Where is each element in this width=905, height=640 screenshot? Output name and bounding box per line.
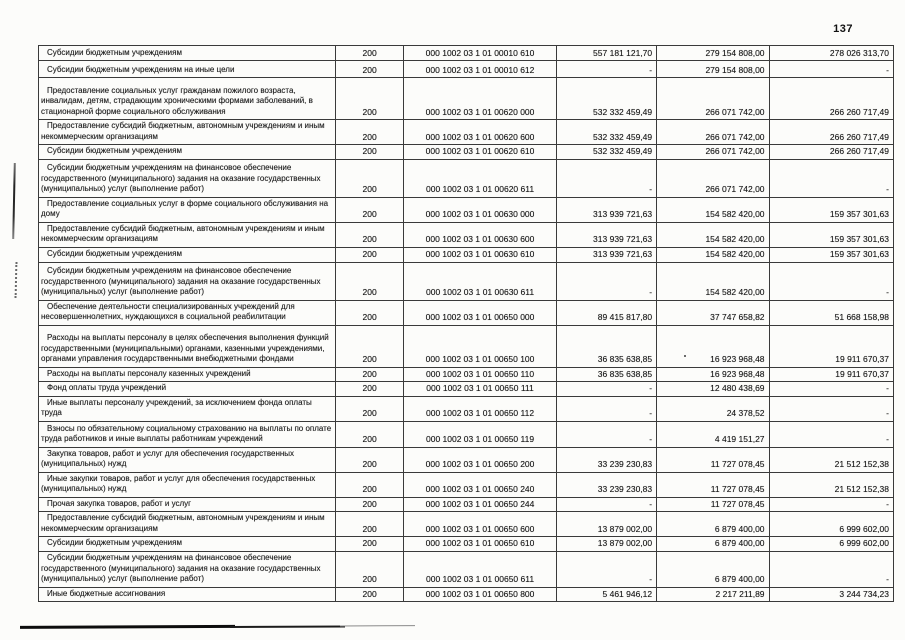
amount-year2-cell: 159 357 301,63	[769, 222, 893, 247]
row-name-cell: Субсидии бюджетным учреждениям на финансовое обеспечение государственного (муниципального) задания на оказание государственных (муниципальных) услуг (выполнение работ)	[39, 159, 336, 197]
amount-total-cell: 13 879 002,00	[556, 537, 656, 552]
table-row	[39, 396, 894, 421]
expense-type-code-cell: 200	[336, 325, 404, 367]
amount-total-cell: 5 461 946,12	[556, 587, 656, 602]
amount-year2-cell: -	[769, 382, 893, 397]
amount-total-cell: 33 239 230,83	[556, 472, 656, 497]
amount-total-cell: -	[556, 61, 656, 78]
budget-classification-code-cell: 000 1002 03 1 01 00650 610	[404, 537, 557, 552]
table-row	[39, 262, 894, 300]
page-number: 137	[833, 23, 853, 35]
amount-year2-cell: 159 357 301,63	[769, 247, 893, 262]
amount-year2-cell: 266 260 717,49	[769, 78, 893, 120]
expense-type-code-cell: 200	[336, 367, 404, 382]
row-name-cell: Предоставление социальных услуг гражданам пожилого возраста, инвалидам, детям, страдающим хроническими формами заболеваний, в стационарной форме социального обслуживания	[39, 78, 336, 120]
row-name-cell: Расходы на выплаты персоналу казенных учреждений	[39, 367, 336, 382]
budget-classification-code-cell: 000 1002 03 1 01 00010 610	[404, 46, 557, 61]
table-row	[39, 587, 894, 602]
budget-classification-code-cell: 000 1002 03 1 01 00650 800	[404, 587, 557, 602]
amount-year2-cell: 21 512 152,38	[769, 472, 893, 497]
amount-total-cell: 33 239 230,83	[556, 447, 656, 472]
amount-total-cell: 532 332 459,49	[556, 78, 656, 120]
amount-year1-cell: 6 879 400,00	[657, 537, 769, 552]
amount-total-cell: 313 939 721,63	[556, 247, 656, 262]
amount-year1-cell: 154 582 420,00	[657, 262, 769, 300]
row-name-cell: Прочая закупка товаров, работ и услуг	[39, 497, 336, 512]
row-name-cell: Предоставление субсидий бюджетным, автономным учреждениям и иным некоммерческим организациям	[39, 222, 336, 247]
row-name-cell: Субсидии бюджетным учреждениям	[39, 537, 336, 552]
table-row	[39, 197, 894, 222]
expense-type-code-cell: 200	[336, 46, 404, 61]
amount-year1-cell: 11 727 078,45	[657, 447, 769, 472]
row-name-cell: Фонд оплаты труда учреждений	[39, 382, 336, 397]
amount-total-cell: 13 879 002,00	[556, 512, 656, 537]
budget-classification-code-cell: 000 1002 03 1 01 00630 610	[404, 247, 557, 262]
expense-type-code-cell: 200	[336, 537, 404, 552]
table-row	[39, 421, 894, 447]
table-row	[39, 447, 894, 472]
amount-year1-cell: 6 879 400,00	[657, 512, 769, 537]
expense-type-code-cell: 200	[336, 382, 404, 397]
row-name-cell: Взносы по обязательному социальному страхованию на выплаты по оплате труда работников и иные выплаты работникам учреждений	[39, 421, 336, 447]
budget-classification-code-cell: 000 1002 03 1 01 00650 600	[404, 512, 557, 537]
amount-year2-cell: 3 244 734,23	[769, 587, 893, 602]
row-name-cell: Субсидии бюджетным учреждениям на иные цели	[39, 61, 336, 78]
expense-type-code-cell: 200	[336, 512, 404, 537]
expense-type-code-cell: 200	[336, 197, 404, 222]
amount-year1-cell: 279 154 808,00	[657, 46, 769, 61]
amount-total-cell: 532 332 459,49	[556, 120, 656, 145]
amount-year2-cell: 278 026 313,70	[769, 46, 893, 61]
expense-type-code-cell: 200	[336, 472, 404, 497]
budget-classification-code-cell: 000 1002 03 1 01 00650 240	[404, 472, 557, 497]
bottom-scan-line	[20, 623, 415, 630]
budget-classification-code-cell: 000 1002 03 1 01 00650 111	[404, 382, 557, 397]
expense-type-code-cell: 200	[336, 421, 404, 447]
amount-year1-cell: 16 923 968,48	[657, 367, 769, 382]
table-row	[39, 472, 894, 497]
row-name-cell: Обеспечение деятельности специализированных учреждений для несовершеннолетних, нуждающихся в социальной реабилитации	[39, 300, 336, 325]
amount-year1-cell: 154 582 420,00	[657, 247, 769, 262]
expense-type-code-cell: 200	[336, 497, 404, 512]
budget-classification-code-cell: 000 1002 03 1 01 00650 112	[404, 396, 557, 421]
table-row	[39, 222, 894, 247]
amount-year1-cell: 16 923 968,48	[657, 325, 769, 367]
table-row	[39, 300, 894, 325]
budget-classification-code-cell: 000 1002 03 1 01 00650 200	[404, 447, 557, 472]
expense-type-code-cell: 200	[336, 78, 404, 120]
table-row	[39, 325, 894, 367]
amount-year2-cell: -	[769, 396, 893, 421]
amount-year2-cell: -	[769, 61, 893, 78]
table-row	[39, 382, 894, 397]
expense-type-code-cell: 200	[336, 262, 404, 300]
budget-classification-code-cell: 000 1002 03 1 01 00650 611	[404, 551, 557, 587]
table-row	[39, 247, 894, 262]
budget-classification-code-cell: 000 1002 03 1 01 00650 119	[404, 421, 557, 447]
amount-year2-cell: 6 999 602,00	[769, 537, 893, 552]
expense-type-code-cell: 200	[336, 120, 404, 145]
budget-classification-code-cell: 000 1002 03 1 01 00630 611	[404, 262, 557, 300]
row-name-cell: Закупка товаров, работ и услуг для обеспечения государственных (муниципальных) нужд	[39, 447, 336, 472]
amount-year2-cell: 159 357 301,63	[769, 197, 893, 222]
table-row	[39, 159, 894, 197]
row-name-cell: Субсидии бюджетным учреждениям	[39, 46, 336, 61]
amount-year1-cell: 2 217 211,89	[657, 587, 769, 602]
margin-pen-mark-dotted	[15, 262, 18, 298]
row-name-cell: Иные выплаты персоналу учреждений, за исключением фонда оплаты труда	[39, 396, 336, 421]
amount-year1-cell: 266 071 742,00	[657, 159, 769, 197]
margin-pen-mark	[12, 163, 16, 239]
expense-type-code-cell: 200	[336, 447, 404, 472]
expense-type-code-cell: 200	[336, 159, 404, 197]
expense-type-code-cell: 200	[336, 145, 404, 160]
amount-total-cell: 89 415 817,80	[556, 300, 656, 325]
bottom-scan-line-medium	[230, 625, 345, 628]
amount-year2-cell: 19 911 670,37	[769, 325, 893, 367]
table-row	[39, 367, 894, 382]
amount-year2-cell: 6 999 602,00	[769, 512, 893, 537]
amount-year2-cell: -	[769, 551, 893, 587]
budget-classification-code-cell: 000 1002 03 1 01 00630 000	[404, 197, 557, 222]
amount-year1-cell: 279 154 808,00	[657, 61, 769, 78]
budget-classification-code-cell: 000 1002 03 1 01 00650 100	[404, 325, 557, 367]
amount-total-cell: -	[556, 159, 656, 197]
row-name-cell: Субсидии бюджетным учреждениям на финансовое обеспечение государственного (муниципального) задания на оказание государственных (муниципальных) услуг (выполнение работ)	[39, 262, 336, 300]
budget-classification-code-cell: 000 1002 03 1 01 00620 600	[404, 120, 557, 145]
amount-year2-cell: -	[769, 159, 893, 197]
amount-total-cell: -	[556, 382, 656, 397]
expense-type-code-cell: 200	[336, 396, 404, 421]
amount-year1-cell: 11 727 078,45	[657, 497, 769, 512]
amount-year1-cell: 154 582 420,00	[657, 222, 769, 247]
row-name-cell: Иные бюджетные ассигнования	[39, 587, 336, 602]
expense-type-code-cell: 200	[336, 222, 404, 247]
row-name-cell: Субсидии бюджетным учреждениям на финансовое обеспечение государственного (муниципального) задания на оказание государственных (муниципальных) услуг (выполнение работ)	[39, 551, 336, 587]
amount-year2-cell: -	[769, 262, 893, 300]
expense-type-code-cell: 200	[336, 587, 404, 602]
amount-year1-cell: 37 747 658,82	[657, 300, 769, 325]
row-name-cell: Иные закупки товаров, работ и услуг для обеспечения государственных (муниципальных) нужд	[39, 472, 336, 497]
amount-year1-cell: 266 071 742,00	[657, 145, 769, 160]
row-name-cell: Предоставление субсидий бюджетным, автономным учреждениям и иным некоммерческим организациям	[39, 512, 336, 537]
budget-table	[38, 45, 894, 602]
amount-year1-cell: 266 071 742,00	[657, 78, 769, 120]
amount-total-cell: 313 939 721,63	[556, 197, 656, 222]
amount-year2-cell: -	[769, 497, 893, 512]
table-row	[39, 46, 894, 61]
budget-classification-code-cell: 000 1002 03 1 01 00630 600	[404, 222, 557, 247]
amount-total-cell: -	[556, 421, 656, 447]
amount-total-cell: 557 181 121,70	[556, 46, 656, 61]
amount-total-cell: 313 939 721,63	[556, 222, 656, 247]
table-row	[39, 537, 894, 552]
row-name-cell: Предоставление социальных услуг в форме социального обслуживания на дому	[39, 197, 336, 222]
amount-year1-cell: 4 419 151,27	[657, 421, 769, 447]
expense-type-code-cell: 200	[336, 247, 404, 262]
table-row	[39, 61, 894, 78]
row-name-cell: Субсидии бюджетным учреждениям	[39, 247, 336, 262]
table-row	[39, 120, 894, 145]
expense-type-code-cell: 200	[336, 61, 404, 78]
row-name-cell: Субсидии бюджетным учреждениям	[39, 145, 336, 160]
amount-total-cell: -	[556, 396, 656, 421]
table-row	[39, 551, 894, 587]
expense-type-code-cell: 200	[336, 300, 404, 325]
budget-classification-code-cell: 000 1002 03 1 01 00620 611	[404, 159, 557, 197]
amount-year2-cell: 266 260 717,49	[769, 145, 893, 160]
amount-year2-cell: 266 260 717,49	[769, 120, 893, 145]
amount-year1-cell: 6 879 400,00	[657, 551, 769, 587]
budget-classification-code-cell: 000 1002 03 1 01 00650 000	[404, 300, 557, 325]
amount-total-cell: 36 835 638,85	[556, 325, 656, 367]
budget-classification-code-cell: 000 1002 03 1 01 00650 244	[404, 497, 557, 512]
amount-total-cell: -	[556, 551, 656, 587]
amount-total-cell: -	[556, 497, 656, 512]
amount-year2-cell: -	[769, 421, 893, 447]
row-name-cell: Предоставление субсидий бюджетным, автономным учреждениям и иным некоммерческим организациям	[39, 120, 336, 145]
amount-year2-cell: 19 911 670,37	[769, 367, 893, 382]
row-name-cell: Расходы на выплаты персоналу в целях обеспечения выполнения функций государственными (муниципальными) органами, казенными учреждениями, органами управления государственными внебюджетными фондами	[39, 325, 336, 367]
amount-total-cell: 36 835 638,85	[556, 367, 656, 382]
amount-total-cell: -	[556, 262, 656, 300]
amount-year2-cell: 51 668 158,98	[769, 300, 893, 325]
expense-type-code-cell: 200	[336, 551, 404, 587]
table-row	[39, 512, 894, 537]
budget-classification-code-cell: 000 1002 03 1 01 00620 610	[404, 145, 557, 160]
scan-dot-artifact	[684, 355, 686, 357]
budget-table-body	[39, 46, 894, 602]
amount-year1-cell: 266 071 742,00	[657, 120, 769, 145]
amount-year1-cell: 11 727 078,45	[657, 472, 769, 497]
table-row	[39, 78, 894, 120]
bottom-scan-line-thick	[20, 625, 235, 629]
amount-year1-cell: 24 378,52	[657, 396, 769, 421]
budget-classification-code-cell: 000 1002 03 1 01 00650 110	[404, 367, 557, 382]
amount-total-cell: 532 332 459,49	[556, 145, 656, 160]
table-row	[39, 145, 894, 160]
amount-year1-cell: 12 480 438,69	[657, 382, 769, 397]
budget-classification-code-cell: 000 1002 03 1 01 00010 612	[404, 61, 557, 78]
bottom-scan-line-thin	[340, 625, 415, 626]
amount-year1-cell: 154 582 420,00	[657, 197, 769, 222]
amount-year2-cell: 21 512 152,38	[769, 447, 893, 472]
table-row	[39, 497, 894, 512]
budget-classification-code-cell: 000 1002 03 1 01 00620 000	[404, 78, 557, 120]
